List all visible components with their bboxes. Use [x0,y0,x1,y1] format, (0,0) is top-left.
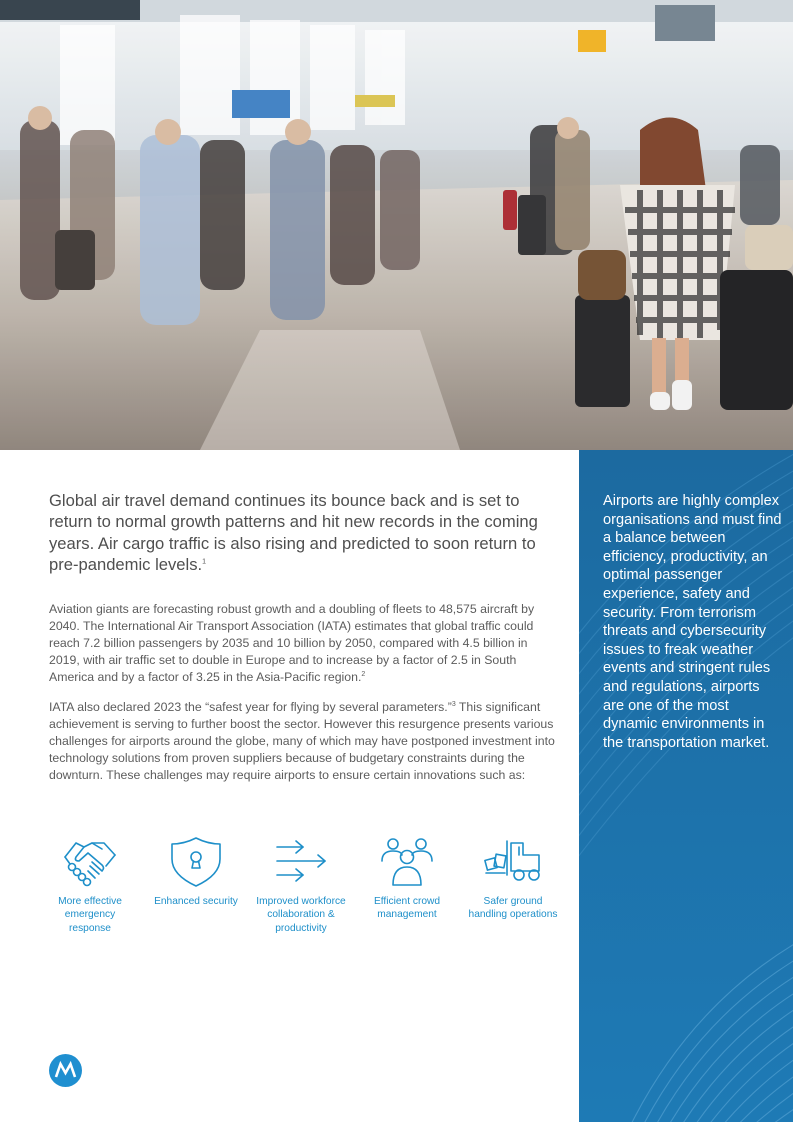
paragraph-safety-text-b: This significant achievement is serving to further boost the sector. However this resurgence presents various challenges for airports around the globe, many of which may have postponed investment into technology solutions from proven suppliers because of budgetary constraints during the downturn. These challenges may require airports to ensure certain innovations such as: [49,700,555,782]
innovation-security-label: Enhanced security [154,896,238,907]
handshake-icon [62,835,118,889]
footnote-1: 1 [202,558,207,566]
paragraph-safety [49,699,559,784]
motorola-logo-icon [49,1054,82,1087]
intro-text: Global air travel demand continues its bounce back and is set to return to normal growth patterns and hit new records in the coming years. Air cargo traffic is also rising and predicted to soon return to pre-pandemic levels. [49,491,538,575]
forklift-icon [483,835,543,889]
airport-terminal-photo [0,0,793,450]
sidebar-callout [579,450,793,1122]
crowd-icon [379,835,435,889]
footnote-3: 3 [451,700,456,708]
innovation-emergency [45,835,135,935]
innovation-workforce [256,835,346,935]
paragraph-forecast-text: Aviation giants are forecasting robust growth and a doubling of fleets to 48,575 aircraft by 2040. The International Air Transport Association (IATA) estimates that global traffic could reach 7.2 billion passengers by 2035 and 10 billion by 2050, compared with 4.5 billion in 2019, with air traffic set to double in Europe and to increase by a factor of 2.5 in South America and by a factor of 3.25 in the Asia-Pacific region. [49,602,535,684]
motorola-logo [49,1054,82,1087]
innovation-ground-handling-label: Safer ground handling operations [468,896,558,921]
innovation-crowd-label: Efficient crowd management [373,896,441,921]
innovation-emergency-label: More effective emergency response [58,896,122,934]
innovations-row [49,835,559,965]
shield-lock-icon [168,835,224,889]
paragraph-forecast [49,601,559,686]
footnote-2: 2 [361,670,366,678]
sidebar-text: Airports are highly complex organisations and must find a balance between efficiency, productivity, an optimal passenger experience, safety and security. From terrorism threats and cybersecurity issues to freak weather events and stringent rules and regulations, airports are one of the most dynamic environments in the transportation market. [603,493,782,751]
intro-paragraph [49,490,559,576]
innovation-security [151,835,241,908]
innovation-ground-handling [468,835,558,922]
innovation-workforce-label: Improved workforce collaboration & productivity [256,896,346,934]
arrows-icon [273,835,329,889]
hero-photo [0,0,793,450]
innovation-crowd [362,835,452,922]
paragraph-safety-text-a: IATA also declared 2023 the “safest year for flying by several parameters.” [49,700,452,714]
